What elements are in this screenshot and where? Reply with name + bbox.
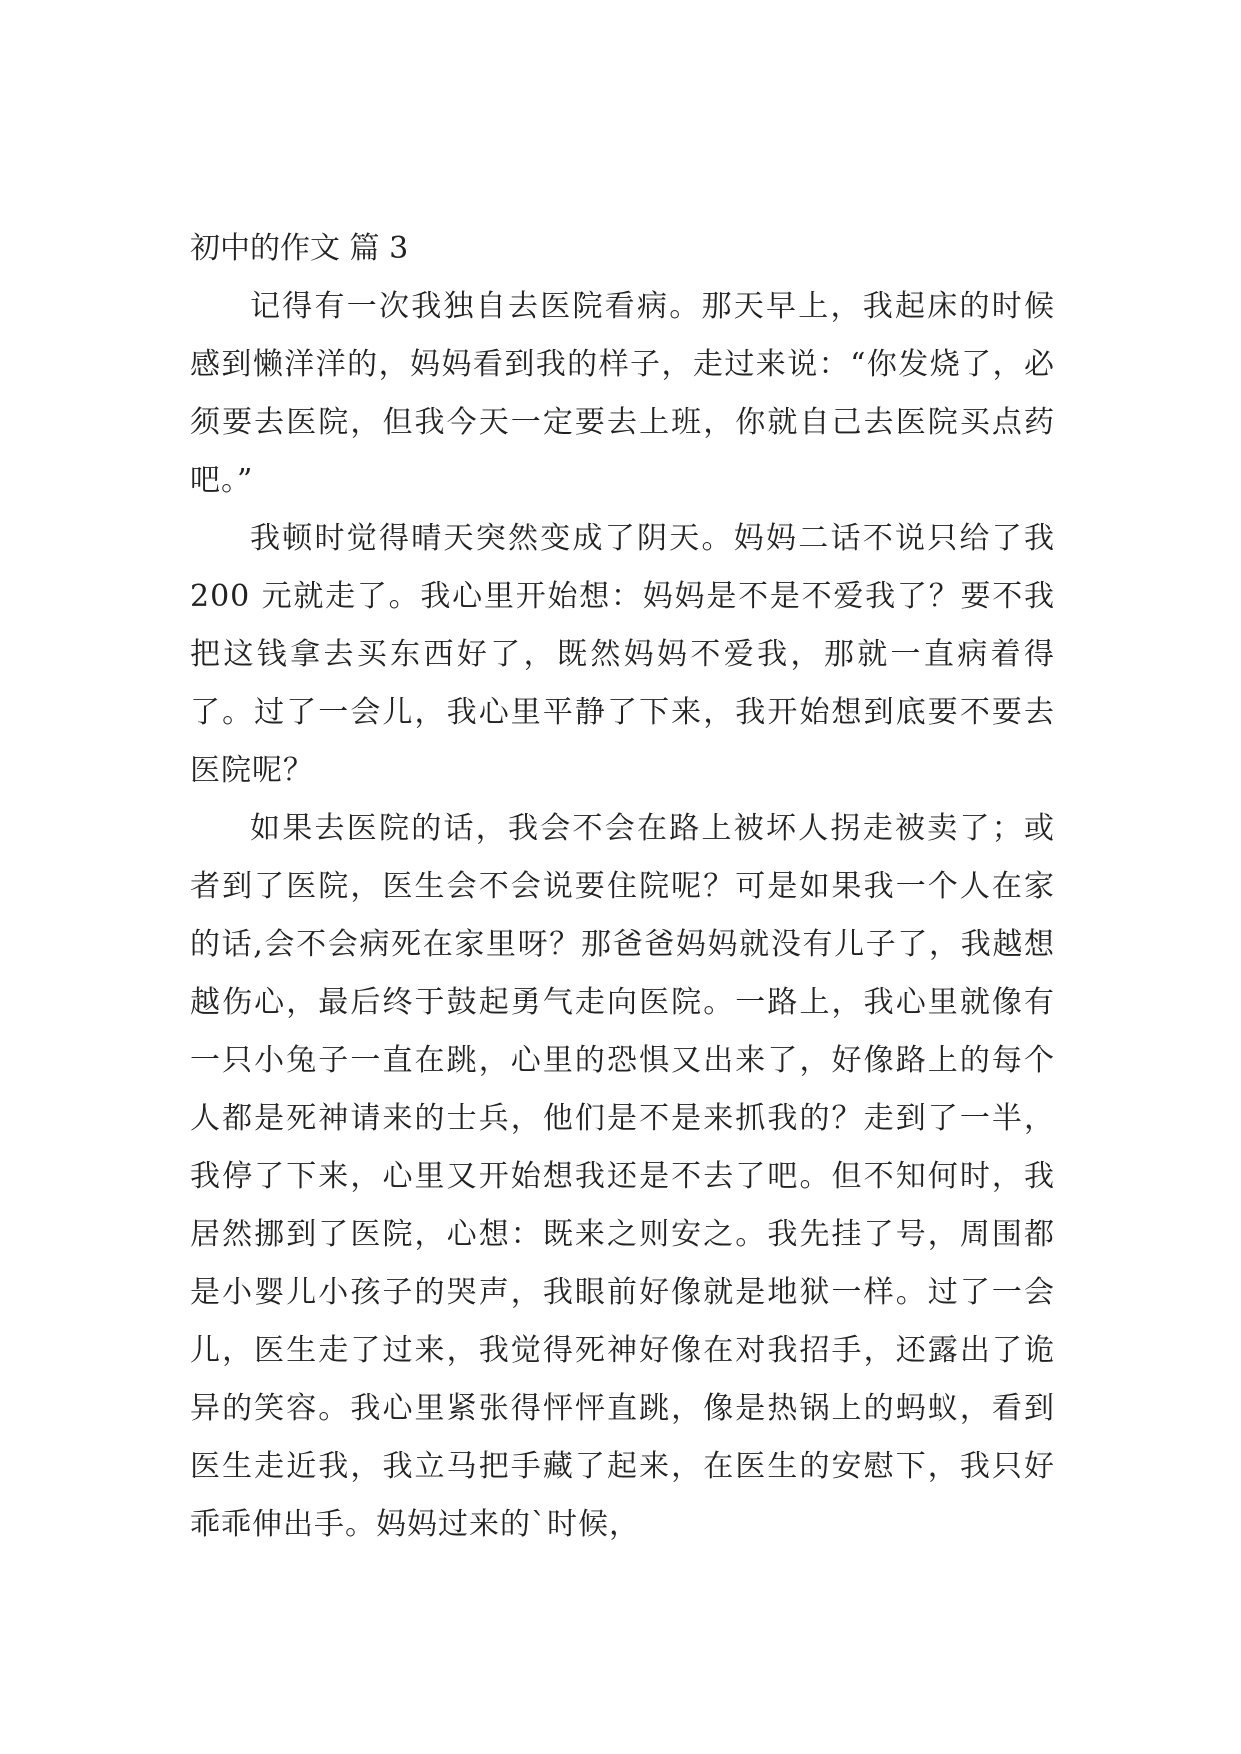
document-title: 初中的作文 篇 3 — [190, 231, 409, 266]
paragraph-1: 记得有一次我独自去医院看病。那天早上，我起床的时候感到懒洋洋的，妈妈看到我的样子，走过来说：“你发烧了，必须要去医院，但我今天一定要去上班，你就自己去医院买点药吧。” — [190, 289, 1055, 498]
paragraph-2: 我顿时觉得晴天突然变成了阴天。妈妈二话不说只给了我 200 元就走了。我心里开始想：妈妈是不是不爱我了？要不我把这钱拿去买东西好了，既然妈妈不爱我，那就一直病着得了。过了一会儿，我心里平静了下来，我开始想到底要不要去医院呢？ — [190, 521, 1055, 788]
document-page — [190, 220, 1055, 1554]
paragraph-3: 如果去医院的话，我会不会在路上被坏人拐走被卖了；或者到了医院，医生会不会说要住院呢？可是如果我一个人在家的话,会不会病死在家里呀？那爸爸妈妈就没有儿子了，我越想越伤心，最后终于鼓起勇气走向医院。一路上，我心里就像有一只小兔子一直在跳，心里的恐惧又出来了，好像路上的每个人都是死神请来的士兵，他们是不是来抓我的？走到了一半，我停了下来，心里又开始想我还是不去了吧。但不知何时，我居然挪到了医院，心想：既来之则安之。我先挂了号，周围都是小婴儿小孩子的哭声，我眼前好像就是地狱一样。过了一会儿，医生走了过来，我觉得死神好像在对我招手，还露出了诡异的笑容。我心里紧张得怦怦直跳，像是热锅上的蚂蚁，看到医生走近我，我立马把手藏了起来，在医生的安慰下，我只好乖乖伸出手。妈妈过来的`时候， — [190, 811, 1055, 1542]
